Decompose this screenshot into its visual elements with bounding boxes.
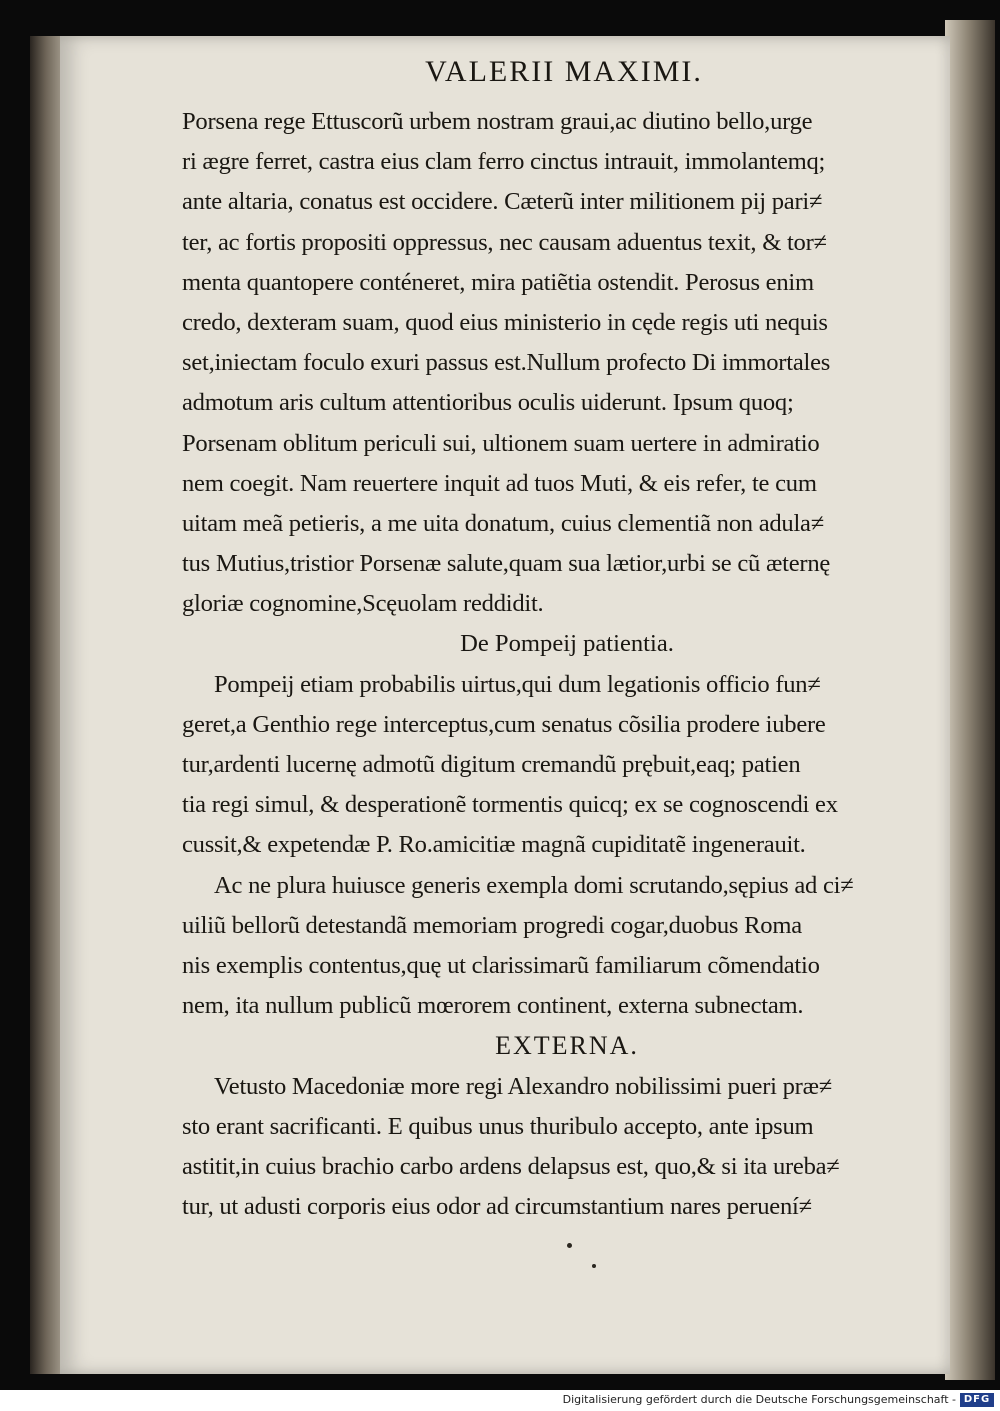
text-line: admotum aris cultum attentioribus oculis uiderunt. Ipsum quoq; <box>182 389 794 417</box>
text-line: sto erant sacrificanti. E quibus unus thuribulo accepto, ante ipsum <box>182 1112 814 1140</box>
text-line: cussit,& expetendæ P. Ro.amicitiæ magnã cupiditatẽ ingenerauit. <box>182 831 806 859</box>
text-line: geret,a Genthio rege interceptus,cum senatus cõsilia prodere iubere <box>182 710 826 738</box>
text-line: tur, ut adusti corporis eius odor ad circumstantium nares peruení≠ <box>182 1193 812 1221</box>
text-line: ri ægre ferret, castra eius clam ferro cinctus intrauit, immolantemq; <box>182 148 826 176</box>
text-line: uitam meã petieris, a me uita donatum, cuius clementiã non adula≠ <box>182 509 824 537</box>
page-text <box>182 50 952 1227</box>
dfg-logo: DFG <box>960 1393 994 1407</box>
text-line: Porsenam oblitum periculi sui, ultionem suam uertere in admiratio <box>182 429 820 457</box>
text-line: tur,ardenti lucernę admotũ digitum cremandũ prębuit,eaq; patien <box>182 751 801 778</box>
text-line: Porsena rege Ettuscorũ urbem nostram graui,ac diutino bello,urge <box>182 108 813 135</box>
section-heading-externa: EXTERNA. <box>495 1031 639 1061</box>
text-line: gloriæ cognomine,Scęuolam reddidit. <box>182 590 544 618</box>
text-line: nem coegit. Nam reuertere inquit ad tuos Muti, & eis refer, te cum <box>182 469 817 497</box>
footer-credit: Digitalisierung gefördert durch die Deutsche Forschungsgemeinschaft - <box>562 1393 956 1406</box>
text-line: tia regi simul, & desperationẽ tormentis quicq; ex se cognoscendi ex <box>182 791 838 819</box>
paragraph-externa <box>182 1067 952 1228</box>
running-head: VALERII MAXIMI. <box>425 55 703 88</box>
text-line: ter, ac fortis propositi oppressus, nec causam aduentus texit, & tor≠ <box>182 228 827 256</box>
ink-speck <box>567 1243 572 1248</box>
text-line: set,iniectam foculo exuri passus est.Nullum profecto Di immortales <box>182 349 831 377</box>
footer-bar <box>0 1390 1000 1411</box>
text-line: ante altaria, conatus est occidere. Cæterũ inter militionem pij pari≠ <box>182 188 823 216</box>
section-heading-pompeius: De Pompeij patientia. <box>460 630 674 658</box>
text-line: nem, ita nullum publicũ mœrorem continent, externa subnectam. <box>182 992 804 1020</box>
paragraph-pompeius <box>182 665 952 866</box>
text-line: Ac ne plura huiusce generis exempla domi scrutando,sępius ad ci≠ <box>214 871 854 899</box>
text-line: menta quantopere conténeret, mira patiẽtia ostendit. Perosus enim <box>182 268 814 296</box>
paragraph-porsena <box>182 102 952 624</box>
right-page-edge <box>945 20 995 1380</box>
text-line: Vetusto Macedoniæ more regi Alexandro nobilissimi pueri præ≠ <box>214 1072 833 1100</box>
text-line: nis exemplis contentus,quę ut clarissimarũ familiarum cõmendatio <box>182 951 820 979</box>
text-line: uiliũ bellorũ detestandã memoriam progredi cogar,duobus Roma <box>182 911 802 939</box>
ink-speck <box>592 1264 596 1268</box>
text-line: Pompeij etiam probabilis uirtus,qui dum legationis officio fun≠ <box>214 670 821 698</box>
text-line: astitit,in cuius brachio carbo ardens delapsus est, quo,& si ita ureba≠ <box>182 1152 840 1180</box>
paragraph-transition <box>182 866 952 1027</box>
text-line: credo, dexteram suam, quod eius ministerio in cęde regis uti nequis <box>182 308 828 336</box>
text-line: tus Mutius,tristior Porsenæ salute,quam sua lætior,urbi se cũ æternę <box>182 550 831 578</box>
